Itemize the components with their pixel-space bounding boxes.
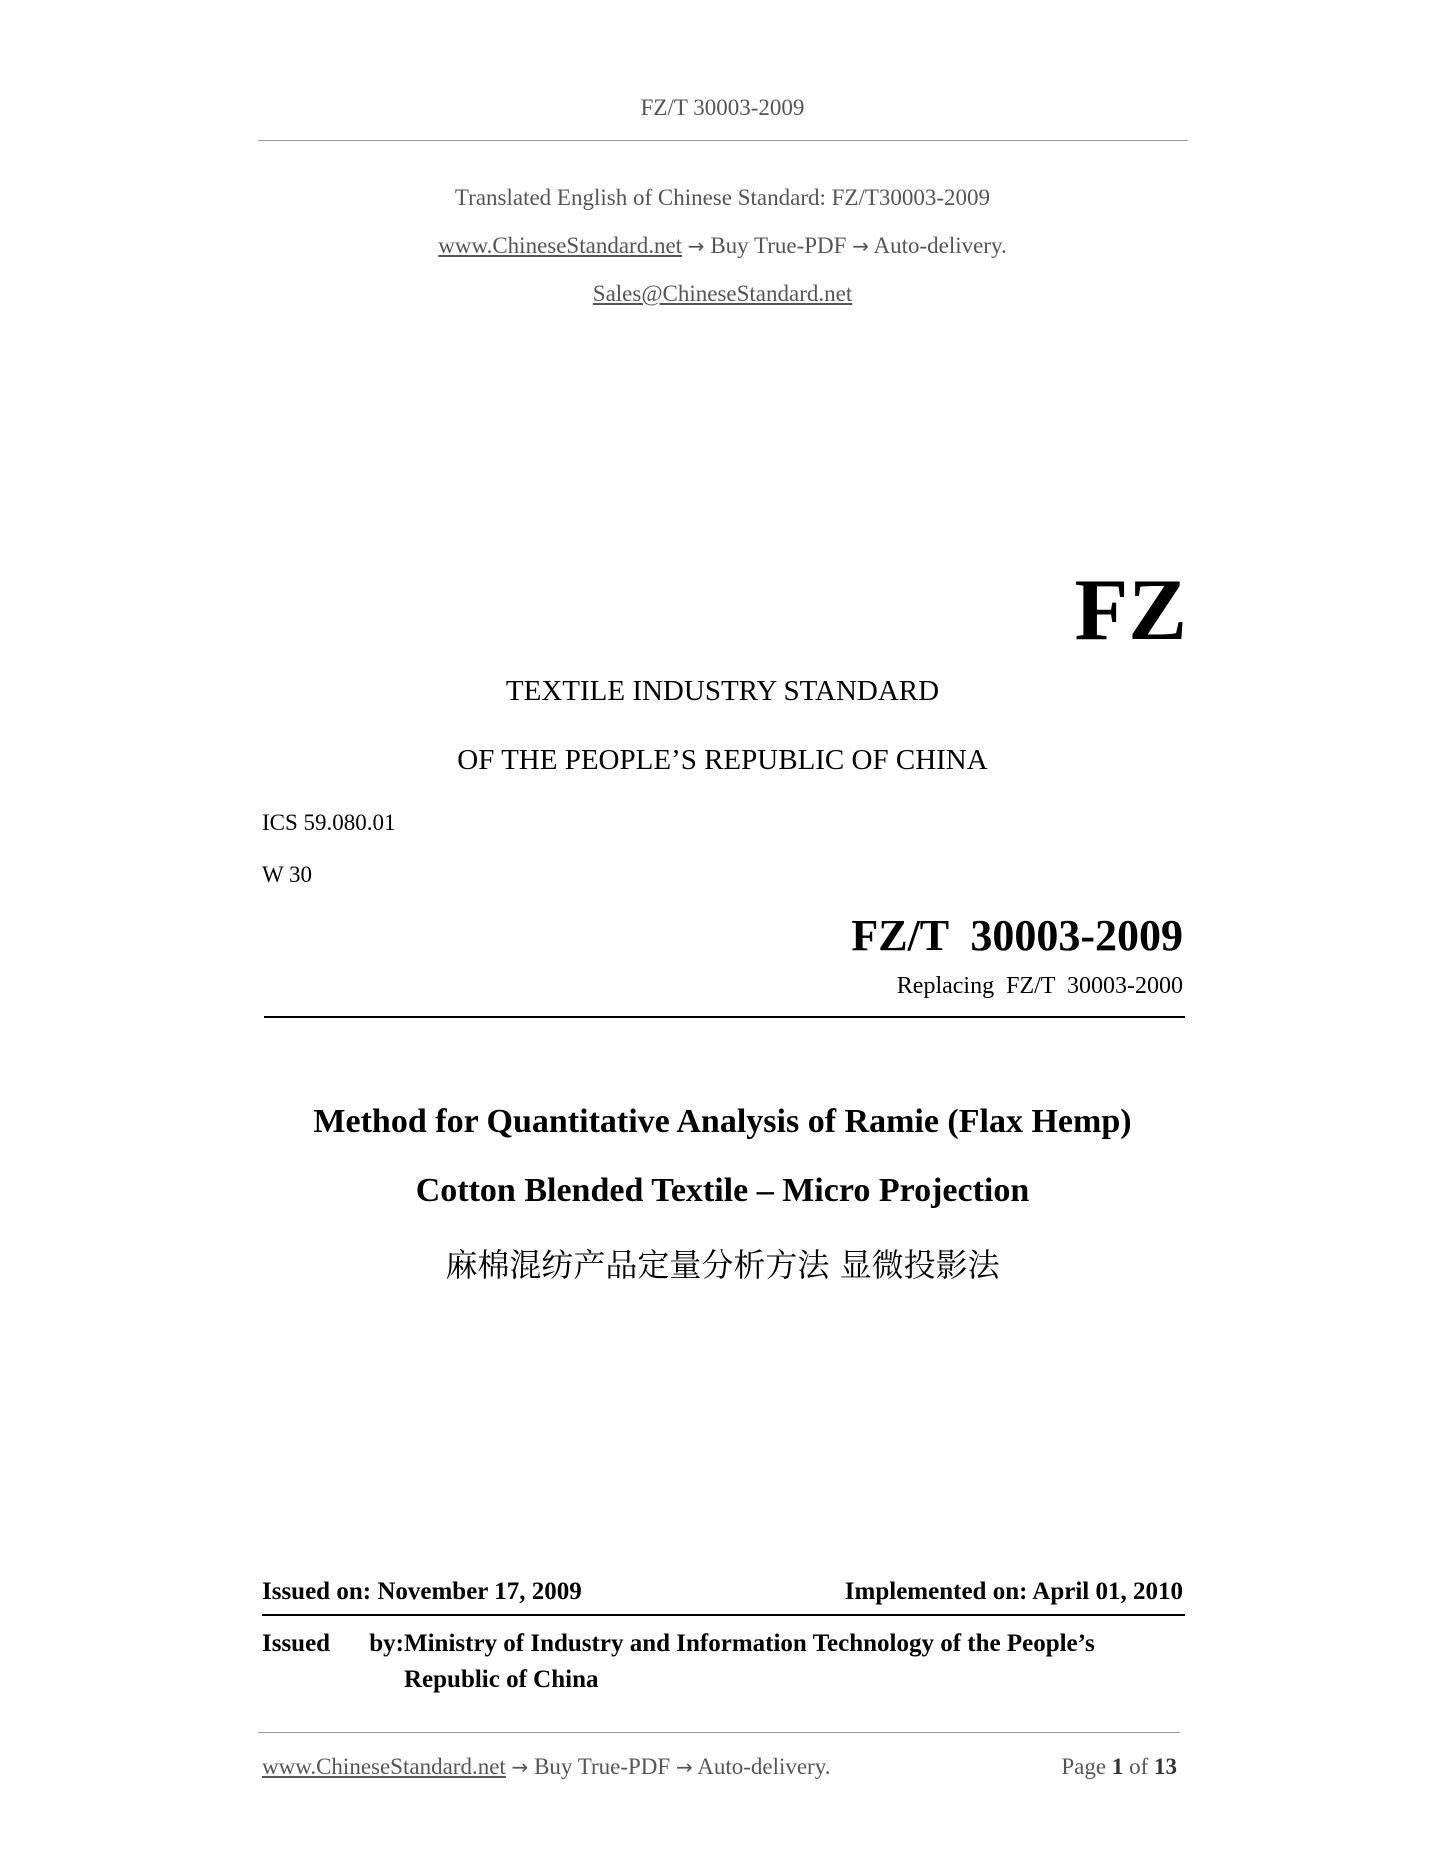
arrow-right-icon: → (852, 234, 869, 258)
standard-mark: FZ (1074, 562, 1187, 659)
running-header-title: FZ/T 30003-2009 (640, 95, 805, 120)
footer-buy-line (262, 1754, 830, 1780)
standard-number: FZ/T 30003-2009 (851, 911, 1183, 960)
document-title-chinese: 麻棉混纺产品定量分析方法 显微投影法 (445, 1246, 1000, 1284)
issued-by-line-1: Ministry of Industry and Information Technology of the People’s (404, 1630, 1095, 1657)
footer-site-link[interactable]: www.ChineseStandard.net (262, 1754, 506, 1779)
document-title-line-2: Cotton Blended Textile – Micro Projection (415, 1172, 1030, 1209)
title-divider (264, 1016, 1185, 1018)
page-indicator (1061, 1754, 1177, 1780)
auto-delivery-text: Auto-delivery. (873, 233, 1007, 258)
standard-category-line-2: OF THE PEOPLE’S REPUBLIC OF CHINA (457, 744, 988, 776)
buy-line (0, 233, 1445, 259)
footer-auto-delivery-text: Auto-delivery. (697, 1754, 831, 1779)
issued-by-label: Issued by: (262, 1630, 404, 1657)
implemented-on-date: Implemented on: April 01, 2010 (844, 1578, 1183, 1605)
page-current: 1 (1111, 1754, 1124, 1779)
standard-category-line-1: TEXTILE INDUSTRY STANDARD (505, 675, 940, 707)
site-link[interactable]: www.ChineseStandard.net (438, 233, 683, 258)
sales-line (0, 281, 1445, 307)
translated-notice: Translated English of Chinese Standard: FZ/T30003-2009 (454, 185, 991, 210)
issued-on-date: Issued on: November 17, 2009 (262, 1578, 582, 1605)
arrow-right-icon: → (675, 1755, 693, 1779)
page-total: 13 (1154, 1754, 1177, 1779)
page-label: Page (1061, 1754, 1107, 1779)
issued-by-line-2: Republic of China (404, 1666, 599, 1693)
footer-divider (258, 1732, 1180, 1733)
header-divider (258, 140, 1188, 141)
replacing-standard: Replacing FZ/T 30003-2000 (896, 973, 1183, 999)
arrow-right-icon: → (687, 234, 705, 258)
ics-code: ICS 59.080.01 (262, 810, 396, 835)
classification-code: W 30 (262, 862, 313, 887)
sales-email-link[interactable]: Sales@ChineseStandard.net (592, 281, 853, 306)
issued-by (262, 1626, 1185, 1698)
page-of-label: of (1129, 1754, 1149, 1779)
footer-buy-true-pdf-text: Buy True-PDF (534, 1754, 671, 1779)
buy-true-pdf-text: Buy True-PDF (710, 233, 847, 258)
issue-divider (262, 1614, 1185, 1616)
arrow-right-icon: → (511, 1755, 529, 1779)
document-title-line-1: Method for Quantitative Analysis of Ramie (Flax Hemp) (313, 1103, 1132, 1140)
